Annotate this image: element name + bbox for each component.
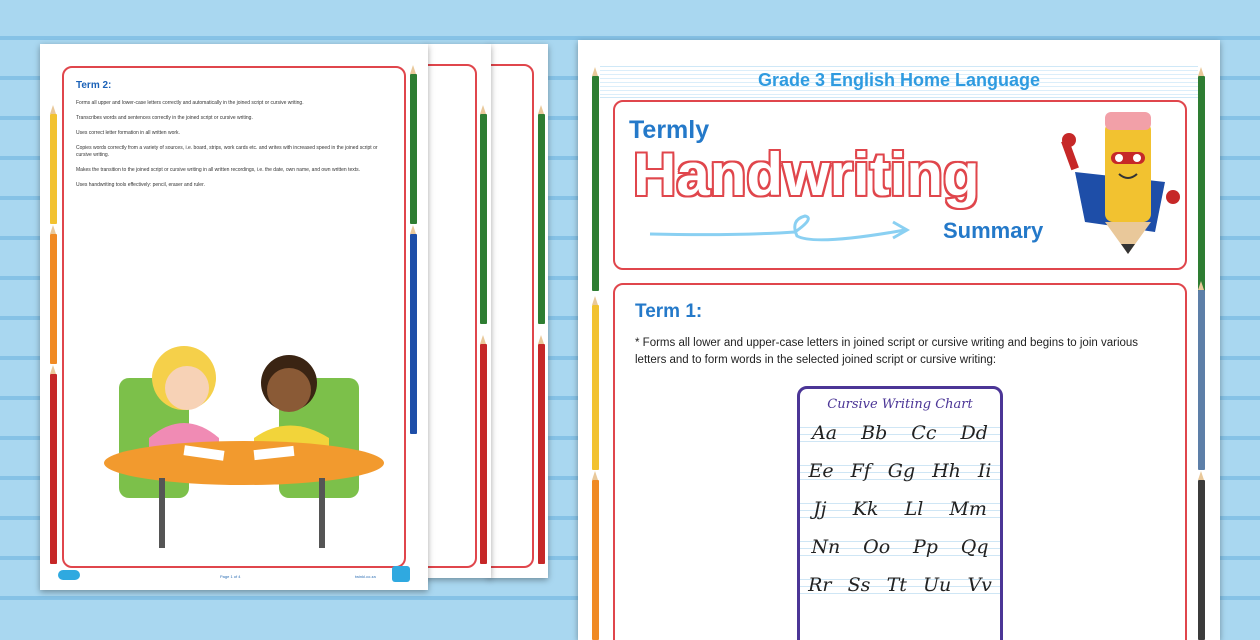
cursive-letter: Cc	[911, 422, 937, 444]
term1-heading: Term 1:	[635, 301, 703, 322]
cursive-letter: Qq	[960, 536, 989, 558]
term2-bullet: Transcribes words and sentences correctly in the joined script or cursive writing.	[76, 115, 253, 121]
footer-site: twinkl.co.za	[355, 574, 376, 579]
cursive-letter: Ff	[850, 460, 871, 482]
cursive-chart	[797, 386, 1003, 640]
cursive-letter: Gg	[887, 460, 916, 482]
cursive-chart-title: Cursive Writing Chart	[827, 397, 973, 412]
back-page-term2	[40, 44, 428, 590]
pencil-grey-right	[1198, 480, 1205, 640]
pencil-red	[50, 374, 57, 564]
children-writing-illustration	[89, 318, 389, 558]
cursive-row	[800, 460, 1000, 482]
cursive-letter: Ll	[904, 498, 924, 520]
pencil-green	[410, 74, 417, 224]
term1-box	[613, 283, 1187, 640]
cursive-letter: Hh	[932, 460, 961, 482]
pencil-orange	[50, 234, 57, 364]
pencil-yellow-left	[592, 305, 599, 470]
cursive-letter: Dd	[960, 422, 988, 444]
main-page	[578, 40, 1220, 640]
title-handwriting: Handwriting	[633, 141, 980, 208]
cursive-row	[800, 498, 1000, 520]
footer-page: Page 1 of 4	[220, 574, 241, 579]
cursive-letter: Rr	[808, 574, 832, 596]
swirl-arrow-icon	[645, 212, 915, 252]
badge-icon	[392, 566, 410, 582]
term2-heading: Term 2:	[76, 80, 112, 91]
cursive-letter: Nn	[811, 536, 841, 558]
cursive-letter: Ee	[808, 460, 834, 482]
cursive-letter: Tt	[886, 574, 907, 596]
cursive-letter: Ss	[847, 574, 871, 596]
cursive-row	[800, 536, 1000, 558]
back-page-3	[488, 44, 548, 578]
cursive-letter: Vv	[967, 574, 992, 596]
cursive-letter: Oo	[863, 536, 891, 558]
cursive-letter: Mm	[949, 498, 987, 520]
pencil-mascot-icon	[1055, 102, 1183, 262]
term1-bullet: * Forms all lower and upper-case letters in joined script or cursive writing and begins to join various letters and to form words in the selected joined script or cursive writing:	[635, 337, 1139, 366]
pencil-blue	[410, 234, 417, 434]
term2-bullet: Uses correct letter formation in all written work.	[76, 130, 180, 136]
term2-bullet: Copies words correctly from a variety of sources, i.e. board, strips, work cards etc. and writes with increased speed in the joined script or cursive writing.	[76, 145, 378, 158]
cursive-letter: Aa	[812, 422, 838, 444]
cursive-letter: Kk	[852, 498, 879, 520]
pencil-orange-left	[592, 480, 599, 640]
term2-box	[62, 66, 406, 568]
cursive-letter: Bb	[861, 422, 888, 444]
cursive-letter: Uu	[923, 574, 952, 596]
pencil-blue-right	[1198, 290, 1205, 470]
twinkl-logo-icon	[58, 570, 80, 580]
pencil-yellow	[50, 114, 57, 224]
cursive-row	[800, 574, 1000, 596]
title-box	[613, 100, 1187, 270]
term2-bullet: Uses handwriting tools effectively: pencil, eraser and ruler.	[76, 182, 205, 188]
pencil-green-left	[592, 76, 599, 291]
cursive-letter: Jj	[813, 498, 827, 520]
cursive-letter: Ii	[977, 460, 992, 482]
term2-bullet: Makes the transition to the joined script or cursive writing in all written recordings, i.e. the date, own name, and own written texts.	[76, 167, 361, 173]
cursive-letter: Pp	[913, 536, 938, 558]
title-termly: Termly	[629, 116, 710, 144]
back-page-2	[425, 44, 491, 578]
term2-bullet: Forms all upper and lower-case letters correctly and automatically in the joined script or cursive writing.	[76, 100, 304, 106]
title-summary: Summary	[943, 218, 1044, 243]
grade-header: Grade 3 English Home Language	[757, 70, 1041, 90]
pencil-green-right	[1198, 76, 1205, 296]
cursive-row	[800, 422, 1000, 444]
